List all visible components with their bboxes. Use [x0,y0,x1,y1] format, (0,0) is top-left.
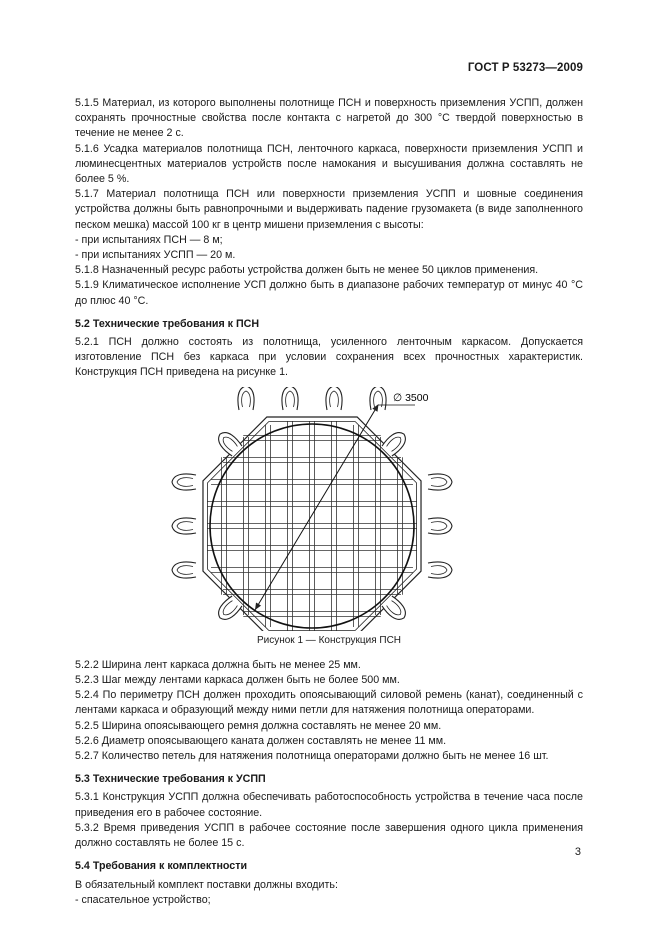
page-content [75,96,583,908]
tension-loop [172,474,196,490]
standard-header: ГОСТ Р 53273—2009 [467,62,583,74]
section-heading-5-4: 5.4 Требования к комплектности [75,860,248,873]
target-circle [210,424,414,628]
perimeter-inner [208,421,417,630]
para-5-1-5: 5.1.5 Материал, из которого выполнены полотнище ПСН и поверхность приземления УСПП, должен сохранять прочностные свойства после контакта с нагретой до 300 °С твердой поверхностью в течение не менее 2 с. [75,97,583,140]
tension-loop [172,562,196,578]
tension-loop [381,428,409,456]
figure-caption: Рисунок 1 — Конструкция ПСН [256,634,402,646]
loop-outer [238,387,254,410]
loop-outer [370,387,386,410]
tension-loop [428,562,452,578]
tension-loop [172,518,196,534]
figure-psn-construction [75,387,583,631]
tension-loop [214,428,242,456]
para-5-1-6: 5.1.6 Усадка материалов полотнища ПСН, ленточного каркаса, поверхности приземления УСПП и люминесцентных материалов устройств после намокания и высушивания должна составлять не более 5 %. [75,142,583,186]
list-item-uspp-height: - при испытаниях УСПП — 20 м. [75,249,236,262]
psn-diagram [75,387,583,631]
para-5-1-7: 5.1.7 Материал полотнища ПСН или поверхности приземления УСПП и шовные соединения устройства должны быть равнопрочными и выдерживать падение грузомакета (в виде заполненного песком мешка) массой 100 кг в центр мишени приземления с высоты: [75,188,583,231]
tension-loop [381,595,409,623]
loop-outer [381,595,409,623]
para-5-2-5: 5.2.5 Ширина опоясывающего ремня должна составлять не менее 20 мм. [75,719,442,732]
tension-loop [370,387,386,410]
tension-loop [214,595,242,623]
para-5-2-1: 5.2.1 ПСН должно состоять из полотнища, усиленного ленточным каркасом. Допускается изготовление ПСН без каркаса при условии сохранения всех прочностных характеристик. Конструкция ПСН приведена на рисунке 1. [75,336,583,379]
para-5-3-1: 5.3.1 Конструкция УСПП должна обеспечивать работоспособность устройства в течение часа после приведения его в рабочее состояние. [75,791,583,819]
dimension-label: ∅ 3500 [393,391,429,404]
loop-outer [428,518,452,534]
loop-outer [172,518,196,534]
loop-outer [326,387,342,410]
tension-loop [238,387,254,410]
para-5-2-2: 5.2.2 Ширина лент каркаса должна быть не менее 25 мм. [75,658,361,671]
section-heading-5-2: 5.2 Технические требования к ПСН [75,317,260,330]
tension-loop [428,518,452,534]
list-item-rescue-device: - спасательное устройство; [75,893,211,906]
loop-outer [381,428,409,456]
page-number: 3 [574,846,581,858]
loop-outer [214,428,242,456]
loop-outer [172,474,196,490]
para-5-1-8: 5.1.8 Назначенный ресурс работы устройства должен быть не менее 50 циклов применения. [75,264,539,277]
loop-outer [282,387,298,410]
frame-bands-grid [207,421,417,631]
para-5-1-9: 5.1.9 Климатическое исполнение УСП должно быть в диапазоне рабочих температур от минус 40 °С до плюс 40 °С. [75,279,583,307]
para-5-3-2: 5.3.2 Время приведения УСПП в рабочее состояние после завершения одного цикла применения должно составлять не более 15 с. [75,821,583,850]
loop-outer [428,474,452,490]
tension-loop [428,474,452,490]
tension-loop [282,387,298,410]
loop-outer [428,562,452,578]
loop-outer [172,562,196,578]
list-item-psn-height: - при испытаниях ПСН — 8 м; [75,233,223,246]
tension-loop [326,387,342,410]
para-5-2-4: 5.2.4 По периметру ПСН должен проходить опоясывающий силовой ремень (канат), соединенный с лентами каркаса и образующий между ними петли для натяжения полотнища операторами. [75,689,583,717]
section-heading-5-3: 5.3 Технические требования к УСПП [75,773,266,786]
para-5-2-7: 5.2.7 Количество петель для натяжения полотнища операторами должно быть не менее 16 шт. [75,750,549,763]
para-5-2-6: 5.2.6 Диаметр опоясывающего каната должен составлять не менее 11 мм. [75,734,447,747]
para-5-2-3: 5.2.3 Шаг между лентами каркаса должен быть не более 500 мм. [75,674,400,687]
para-5-4-intro: В обязательный комплект поставки должны входить: [75,878,338,891]
loop-outer [214,595,242,623]
